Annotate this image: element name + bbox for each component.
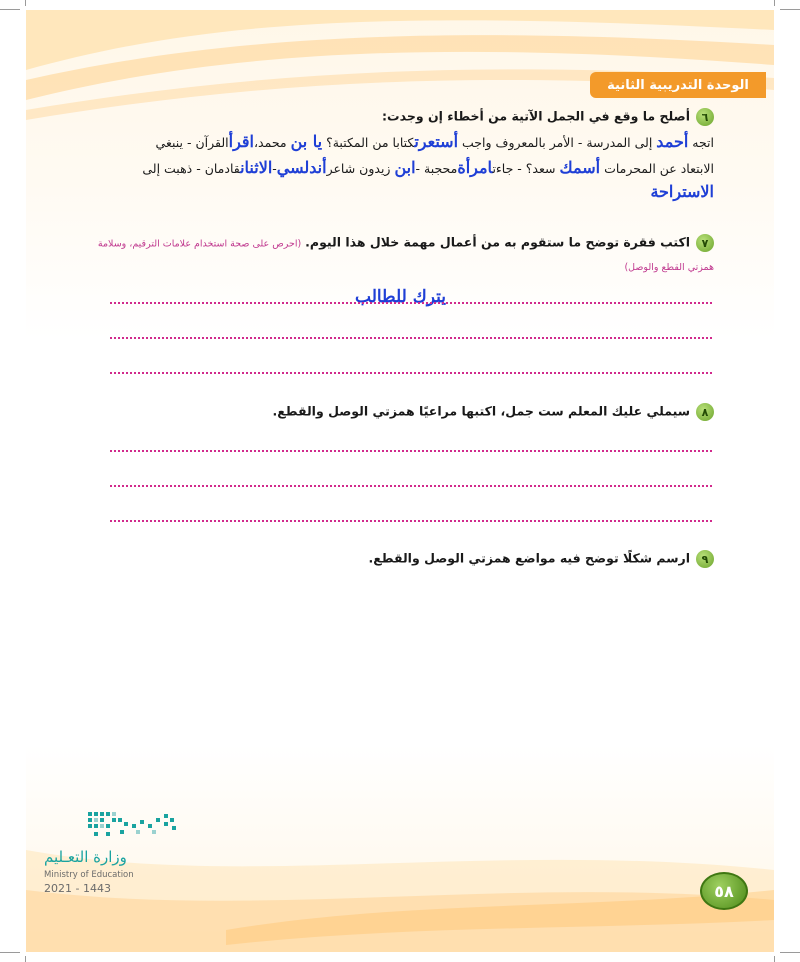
- q6-prompt-text: أصلح ما وقع في الجمل الآتية من أخطاء إن وجدت:: [382, 108, 690, 124]
- crop-mark: [0, 952, 20, 953]
- q6-line-2: [108, 158, 714, 177]
- q6-line-3: [650, 182, 714, 201]
- crop-mark: [0, 9, 20, 10]
- q6-answer: ابن: [394, 158, 416, 177]
- q6-line-1: [108, 132, 714, 151]
- q6-answer: أندلسي: [276, 158, 327, 177]
- unit-title: الوحدة التدريبية الثانية: [607, 77, 749, 93]
- q6-answer: اقرأ: [228, 132, 254, 151]
- q8-prompt: [273, 403, 714, 421]
- crop-mark: [25, 0, 26, 6]
- q9-prompt: [369, 550, 714, 568]
- answer-line[interactable]: [110, 450, 712, 452]
- q6-answer: أحمد: [656, 132, 689, 151]
- q9-prompt-text: ارسم شكلًا توضح فيه مواضع همزتي الوصل والقطع.: [368, 550, 690, 566]
- answer-line[interactable]: [110, 302, 712, 304]
- q6-text: القرآن - ينبغي: [155, 135, 229, 150]
- crop-mark: [25, 956, 26, 962]
- ministry-name-english: Ministry of Education: [44, 870, 134, 880]
- q9-number-badge: ٩: [696, 550, 714, 568]
- answer-line[interactable]: [110, 372, 712, 374]
- answer-line[interactable]: [110, 520, 712, 522]
- ministry-name-arabic: وزارة التعـليم: [44, 848, 127, 866]
- q8-prompt-text: سيملي عليك المعلم ست جمل، اكتبها مراعيًا همزتي الوصل والقطع.: [272, 403, 690, 419]
- q6-text: محمد،: [254, 135, 287, 150]
- answer-line[interactable]: [110, 337, 712, 339]
- answer-line[interactable]: [110, 485, 712, 487]
- q8-number-badge: ٨: [696, 403, 714, 421]
- q6-answer: يا بن: [290, 132, 323, 151]
- q6-text: الابتعاد عن المحرمات: [604, 161, 714, 176]
- ministry-logo-dots: [44, 806, 204, 846]
- q6-text: اتجه: [692, 135, 714, 150]
- q7-answer-text: يترك للطالب: [355, 287, 446, 307]
- q7-prompt: [98, 234, 714, 252]
- q7-note-2: همزتي القطع والوصل): [624, 262, 714, 273]
- q6-answer: أسمك: [559, 158, 601, 177]
- edition-year: 2021 - 1443: [44, 882, 111, 895]
- q7-note: (احرص على صحة استخدام علامات الترقيم، وسلامة: [97, 238, 302, 250]
- page-number: ٥٨: [700, 872, 748, 910]
- q6-answer: امرأة: [457, 158, 493, 177]
- q6-answer: الاستراحة: [650, 182, 714, 201]
- q6-text: -: [272, 161, 277, 176]
- q7-note-line-2: [624, 258, 714, 273]
- q6-text: كتابا من المكتبة؟: [326, 135, 415, 150]
- drawing-area[interactable]: [110, 580, 712, 800]
- q6-text: محجبة -: [415, 161, 458, 176]
- unit-title-banner: [590, 72, 766, 98]
- q6-number-badge: ٦: [696, 108, 714, 126]
- q6-text: إلى المدرسة - الأمر بالمعروف واجب: [462, 135, 653, 150]
- q6-prompt: [382, 108, 714, 126]
- crop-mark: [774, 0, 775, 6]
- q6-text: قادمان - ذهبت إلى: [142, 161, 241, 176]
- q7-number-badge: ٧: [696, 234, 714, 252]
- crop-mark: [780, 9, 800, 10]
- q7-prompt-text: اكتب فقرة توضح ما ستقوم به من أعمال مهمة خلال هذا اليوم.: [305, 234, 690, 250]
- q6-text: زيدون شاعر: [326, 161, 391, 176]
- q6-answer: الاثنان: [240, 158, 273, 177]
- crop-mark: [774, 956, 775, 962]
- q6-answer: أستعرت: [414, 132, 459, 151]
- q6-text: سعد؟ - جاءت: [492, 161, 556, 176]
- crop-mark: [780, 952, 800, 953]
